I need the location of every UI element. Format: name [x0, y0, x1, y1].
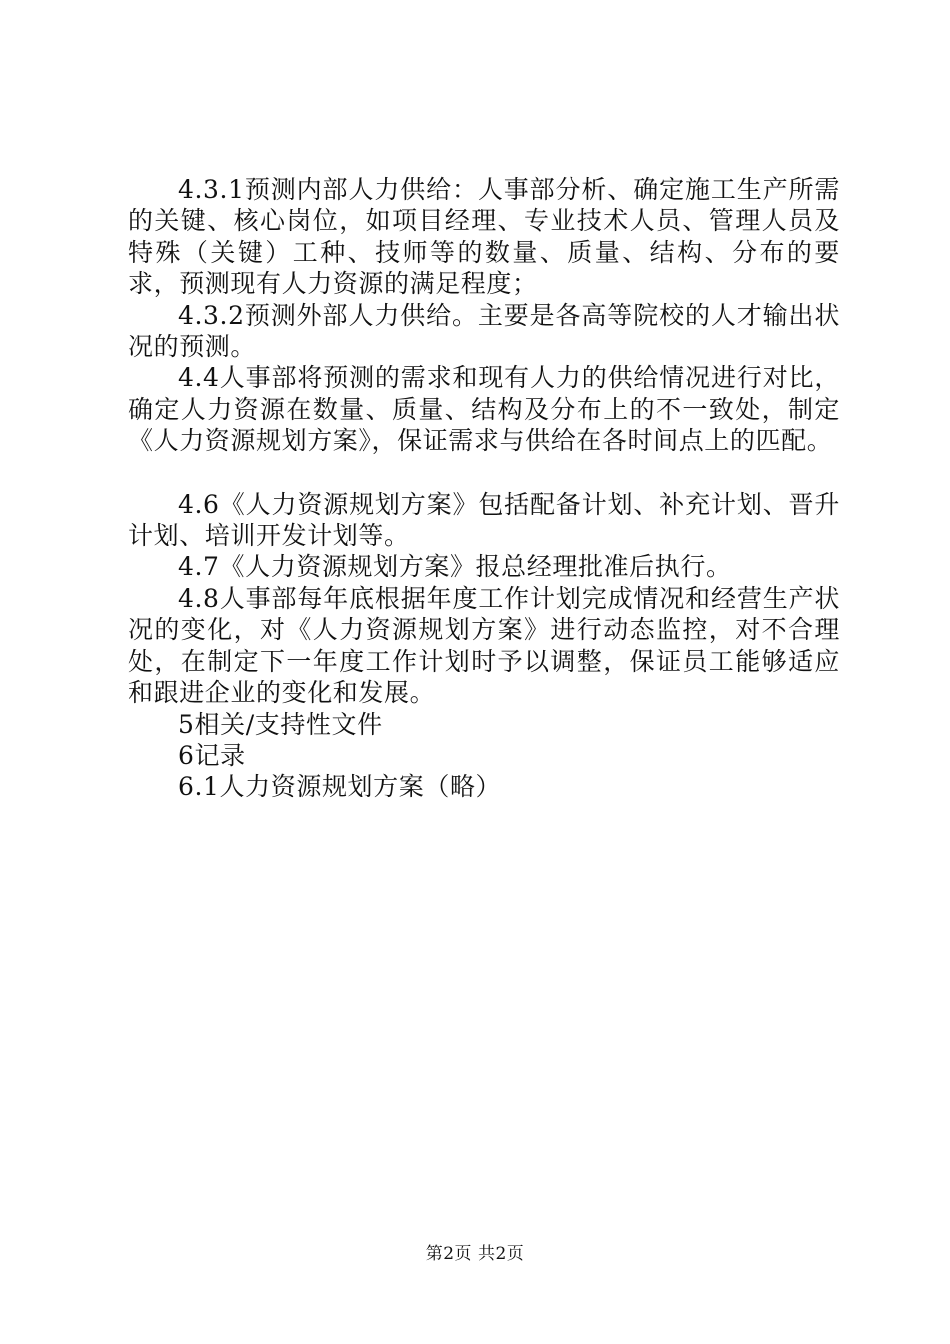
paragraph-4-7: 4.7《人力资源规划方案》报总经理批准后执行。: [178, 552, 732, 582]
paragraph-4-8: 4.8人事部每年底根据年度工作计划完成情况和经营生产状况的变化，对《人力资源规划方案》进行动态监控，对不合理处，在制定下一年度工作计划时予以调整，保证员工能够适应和跟进企业的变化和发展。: [128, 583, 840, 708]
page-footer: [0, 1244, 950, 1264]
paragraph-4-6: 4.6《人力资源规划方案》包括配备计划、补充计划、晋升计划、培训开发计划等。: [128, 489, 840, 551]
paragraph-4-3-2: 4.3.2预测外部人力供给。主要是各高等院校的人才输出状况的预测。: [128, 300, 840, 362]
page-number-label: 第2页 共2页: [425, 1244, 525, 1264]
document-body: [128, 174, 840, 803]
section-6-heading: 6记录: [178, 740, 246, 770]
record-6-1: 6.1人力资源规划方案（略）: [178, 772, 502, 802]
section-5-heading: 5相关/支持性文件: [178, 709, 383, 739]
paragraph-4-4: 4.4人事部将预测的需求和现有人力的供给情况进行对比，确定人力资源在数量、质量、结构及分布上的不一致处，制定《人力资源规划方案》，保证需求与供给在各时间点上的匹配。: [128, 363, 840, 456]
paragraph-4-3-1: 4.3.1预测内部人力供给：人事部分析、确定施工生产所需的关键、核心岗位，如项目经理、专业技术人员、管理人员及特殊（关键）工种、技师等的数量、质量、结构、分布的要求，预测现有人力资源的满足程度；: [128, 175, 840, 299]
